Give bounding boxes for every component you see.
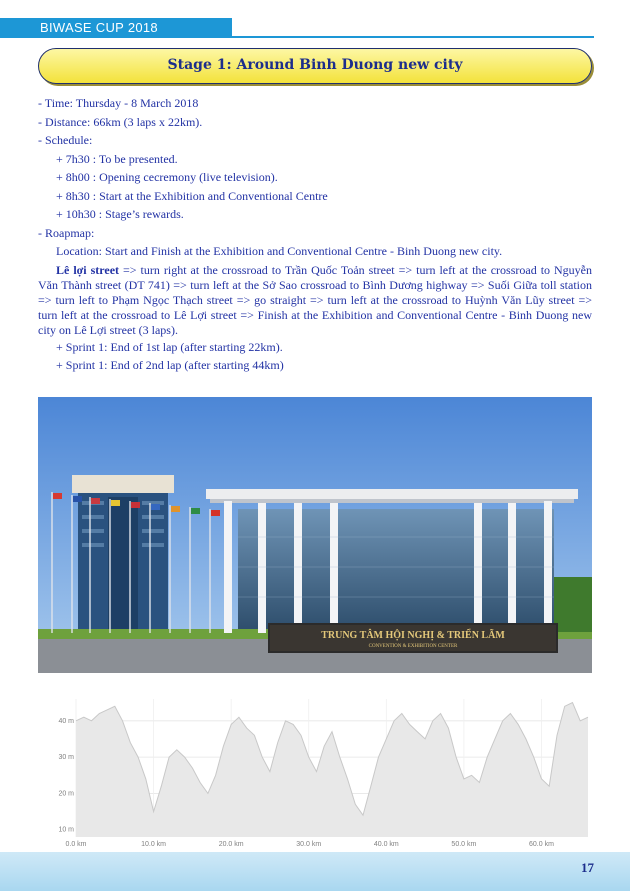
sign-text-main: TRUNG TÂM HỘI NGHỊ & TRIỂN LÃM [321, 630, 505, 641]
x-tick-label: 0.0 km [65, 841, 87, 847]
x-tick-label: 20.0 km [218, 841, 244, 847]
roadmap-label: - Roapmap: [38, 225, 95, 240]
distance-line: - Distance: 66km (3 laps x 22km). [38, 114, 203, 129]
elevation-area [76, 703, 588, 837]
y-tick-label: 40 m [58, 717, 74, 725]
sign-text-sub: CONVENTION & EXHIBITION CENTER [368, 644, 458, 649]
sprint-item: + Sprint 1: End of 1st lap (after starting 22km). [56, 339, 283, 354]
schedule-item: + 10h30 : Stage’s rewards. [56, 207, 184, 221]
sprint-item: + Sprint 1: End of 2nd lap (after starting 44km) [56, 358, 284, 372]
y-tick-label: 20 m [58, 790, 74, 798]
x-tick-label: 10.0 km [141, 841, 167, 847]
x-tick-label: 60.0 km [529, 841, 554, 847]
header-title: BIWASE CUP 2018 [40, 20, 158, 35]
time-line: - Time: Thursday - 8 March 2018 [38, 96, 199, 110]
schedule-item: + 8h00 : Opening cecremony (live television). [56, 170, 278, 184]
header-rule [232, 36, 594, 38]
x-tick-label: 50.0 km [451, 841, 477, 847]
route-description [38, 263, 592, 338]
page-footer [0, 852, 630, 891]
convention-center-photo [38, 397, 592, 673]
route-start: Lê lợi street [56, 262, 120, 277]
y-tick-label: 10 m [58, 826, 74, 834]
x-tick-label: 30.0 km [296, 841, 322, 847]
page-number: 17 [581, 860, 594, 875]
location-line: Location: Start and Finish at the Exhibition and Conventional Centre - Binh Duong new city. [56, 244, 503, 258]
schedule-label: - Schedule: [38, 133, 93, 147]
schedule-item: + 8h30 : Start at the Exhibition and Conventional Centre [56, 188, 328, 203]
photo-illustration [38, 397, 592, 673]
stage-title: Stage 1: Around Binh Duong new city [167, 57, 463, 73]
y-tick-label: 30 m [58, 754, 74, 762]
elevation-svg [38, 689, 592, 847]
schedule-item: + 7h30 : To be presented. [56, 151, 178, 166]
x-tick-label: 40.0 km [373, 841, 399, 847]
route-rest: => turn right at the crossroad to Trần Quốc Toản street => turn left at the crossroad to Nguyễn Văn Thành street (DT 741) => turn left at the Sở Sao crossroad to Bình Dương highway => Suối Giữa toll station => turn left to Phạm Ngọc Thạch street => go straight => turn left at the crossroad to Huỳnh Văn Lũy street => turn left at the crossroad to Lê Lợi street => Finish at the Exhibition and Conventional Centre - Binh Duong new city on Lê Lợi street (3 laps). [38, 262, 592, 337]
stage-title-banner [38, 48, 592, 84]
elevation-profile-chart [38, 689, 592, 847]
stage-info [38, 96, 592, 377]
